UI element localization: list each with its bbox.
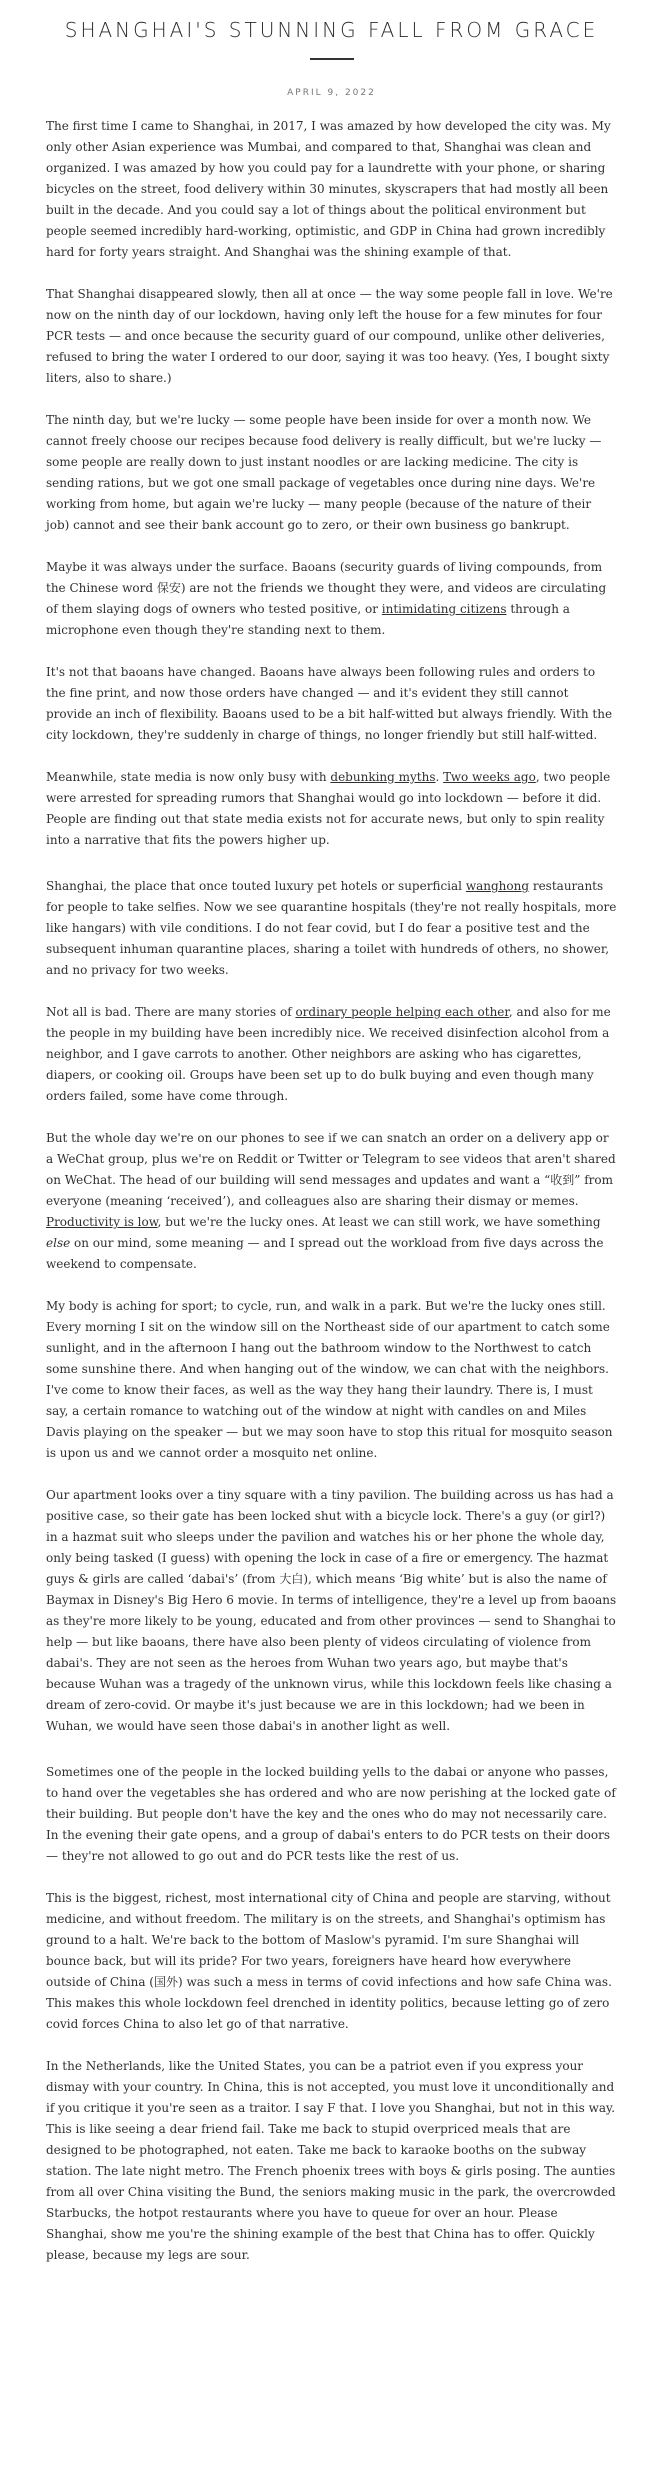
paragraph-8 [46, 1002, 617, 1107]
paragraph-text: Meanwhile, state media is now only busy with [46, 770, 331, 784]
ordinary-people-helping-link[interactable]: ordinary people helping each other [295, 1005, 509, 1019]
paragraph-text: But the whole day we're on our phones to see if we can snatch an order on a delivery app or a WeChat group, plus we're on Reddit or Twitter or Telegram to see videos that aren't shared on WeChat. The head of our building will send messages and updates and want a “收到” from everyone (meaning ‘received’), and colleagues also are sharing their dismay or memes. [46, 1131, 616, 1208]
intimidating-citizens-link[interactable]: intimidating citizens [381, 602, 507, 616]
emphasis-else: else [46, 1236, 71, 1250]
productivity-is-low-link[interactable]: Productivity is low [46, 1215, 158, 1229]
title-divider [310, 58, 354, 60]
paragraph-7 [46, 876, 617, 981]
paragraph-text: Not all is bad. There are many stories of [46, 1005, 296, 1019]
article-header [0, 0, 663, 98]
paragraph-text: , and also for me the people in my building have been incredibly nice. We received disinfection alcohol from a neighbor, and I gave carrots to another. Other neighbors are asking who has cigarettes, diapers, or cooking oil. Groups have been set up to do bulk buying and even though many orders failed, some have come through. [46, 1005, 611, 1103]
paragraph-text: . [435, 770, 444, 784]
paragraph-6 [46, 767, 617, 851]
paragraph-text: Shanghai, the place that once touted luxury pet hotels or superficial [46, 879, 466, 893]
paragraph-text: , two people were arrested for spreading rumors that Shanghai would go into lockdown — before it did. People are finding out that state media exists not for accurate news, but only to spin reality into a narrative that fits the powers higher up. [46, 770, 611, 847]
debunking-myths-link[interactable]: debunking myths [330, 770, 436, 784]
paragraph-text: through a microphone even though they're standing next to them. [46, 602, 570, 637]
article-date: APRIL 9, 2022 [287, 88, 376, 98]
article-title: SHANGHAI'S STUNNING FALL FROM GRACE [64, 18, 599, 42]
paragraph-10: My body is aching for sport; to cycle, run, and walk in a park. But we're the lucky ones still. Every morning I sit on the window sill on the Northeast side of our apartment to catch some sunlight, and in the afternoon I hang out the bathroom window to the Northwest to catch some sunshine there. And when hanging out of the window, we can chat with the neighbors. I've come to know their faces, as well as the way they hang their laundry. There is, I must say, a certain romance to watching out of the window at night with candles on and Miles Davis playing on the speaker — but we may soon have to stop this ritual for mosquito season is upon us and we cannot order a mosquito net online. [46, 1299, 613, 1460]
paragraph-2: That Shanghai disappeared slowly, then all at once — the way some people fall in love. We're now on the ninth day of our lockdown, having only left the house for a few minutes for four PCR tests — and once because the security guard of our compound, unlike other deliveries, refused to bring the water I ordered to our door, saying it was too heavy. (Yes, I bought sixty liters, also to share.) [46, 287, 613, 385]
article-body [0, 116, 663, 2266]
paragraph-text: restaurants for people to take selfies. Now we see quarantine hospitals (they're not really hospitals, more like hangars) with vile conditions. I do not fear covid, but I do fear a positive test and the subsequent inhuman quarantine places, sharing a toilet with hundreds of others, no shower, and no privacy for two weeks. [46, 879, 617, 977]
paragraph-text: , but we're the lucky ones. At least we can still work, we have something [157, 1215, 601, 1229]
paragraph-14: In the Netherlands, like the United States, you can be a patriot even if you express your dismay with your country. In China, this is not accepted, you must love it unconditionally and if you critique it you're seen as a traitor. I say F that. I love you Shanghai, but not in this way. This is like seeing a dear friend fail. Take me back to stupid overpriced meals that are designed to be photographed, not eaten. Take me back to karaoke booths on the subway station. The late night metro. The French phoenix trees with boys & girls posing. The aunties from all over China visiting the Bund, the seniors making music in the park, the overcrowded Starbucks, the hotpot restaurants where you have to queue for over an hour. Please Shanghai, show me you're the shining example of the best that China has to offer. Quickly please, because my legs are sour. [46, 2059, 616, 2262]
wanghong-link[interactable]: wanghong [465, 879, 530, 893]
paragraph-11: Our apartment looks over a tiny square with a tiny pavilion. The building across us has had a positive case, so their gate has been locked shut with a bicycle lock. There's a guy (or girl?) in a hazmat suit who sleeps under the pavilion and watches his or her phone the whole day, only being tasked (I guess) with opening the lock in case of a fire or emergency. The hazmat guys & girls are called ‘dabai's’ (from 大白), which means ‘Big white’ but is also the name of Baymax in Disney's Big Hero 6 movie. In terms of intelligence, they're a level up from baoans as they're more likely to be young, educated and from other provinces — send to Shanghai to help — but like baoans, there have also been plenty of videos circulating of violence from dabai's. They are not seen as the heroes from Wuhan two years ago, but maybe that's because Wuhan was a tragedy of the unknown virus, while this lockdown feels like chasing a dream of zero-covid. Or maybe it's just because we are in this lockdown; had we been in Wuhan, we would have seen those dabai's in another light as well. [46, 1488, 617, 1733]
paragraph-1: The first time I came to Shanghai, in 2017, I was amazed by how developed the city was. My only other Asian experience was Mumbai, and compared to that, Shanghai was clean and organized. I was amazed by how you could pay for a laundrette with your phone, or sharing bicycles on the street, food delivery within 30 minutes, skyscrapers that had mostly all been built in the decade. And you could say a lot of things about the political environment but people seemed incredibly hard-working, optimistic, and GDP in China had grown incredibly hard for forty years straight. And Shanghai was the shining example of that. [46, 119, 611, 259]
paragraph-4 [46, 557, 617, 641]
paragraph-5: It's not that baoans have changed. Baoans have always been following rules and orders to the fine print, and now those orders have changed — and it's evident they still cannot provide an inch of flexibility. Baoans used to be a bit half-witted but always friendly. With the city lockdown, they're suddenly in charge of things, no longer friendly but still half-witted. [46, 665, 613, 742]
paragraph-9 [46, 1128, 617, 1275]
paragraph-text: on our mind, some meaning — and I spread out the workload from five days across the weekend to compensate. [46, 1236, 604, 1271]
paragraph-text: Maybe it was always under the surface. Baoans (security guards of living compounds, from the Chinese word 保安) are not the friends we thought they were, and videos are circulating of them slaying dogs of owners who tested positive, or [46, 560, 607, 616]
paragraph-12: Sometimes one of the people in the locked building yells to the dabai or anyone who passes, to hand over the vegetables she has ordered and who are now perishing at the locked gate of their building. But people don't have the key and the ones who do may not necessarily care. In the evening their gate opens, and a group of dabai's enters to do PCR tests on their doors — they're not allowed to go out and do PCR tests like the rest of us. [46, 1765, 616, 1863]
two-weeks-ago-link[interactable]: Two weeks ago [443, 770, 536, 784]
paragraph-13: This is the biggest, richest, most international city of China and people are starving, without medicine, and without freedom. The military is on the streets, and Shanghai's optimism has ground to a halt. We're back to the bottom of Maslow's pyramid. I'm sure Shanghai will bounce back, but will its pride? For two years, foreigners have heard how everywhere outside of China (国外) was such a mess in terms of covid infections and how safe China was. This makes this whole lockdown feel drenched in identity politics, because letting go of zero covid forces China to also let go of that narrative. [46, 1891, 612, 2031]
paragraph-3: The ninth day, but we're lucky — some people have been inside for over a month now. We cannot freely choose our recipes because food delivery is really difficult, but we're lucky — some people are really down to just instant noodles or are lacking medicine. The city is sending rations, but we got one small package of vegetables once during nine days. We're working from home, but again we're lucky — many people (because of the nature of their job) cannot and see their bank account go to zero, or their own business go bankrupt. [46, 413, 602, 532]
